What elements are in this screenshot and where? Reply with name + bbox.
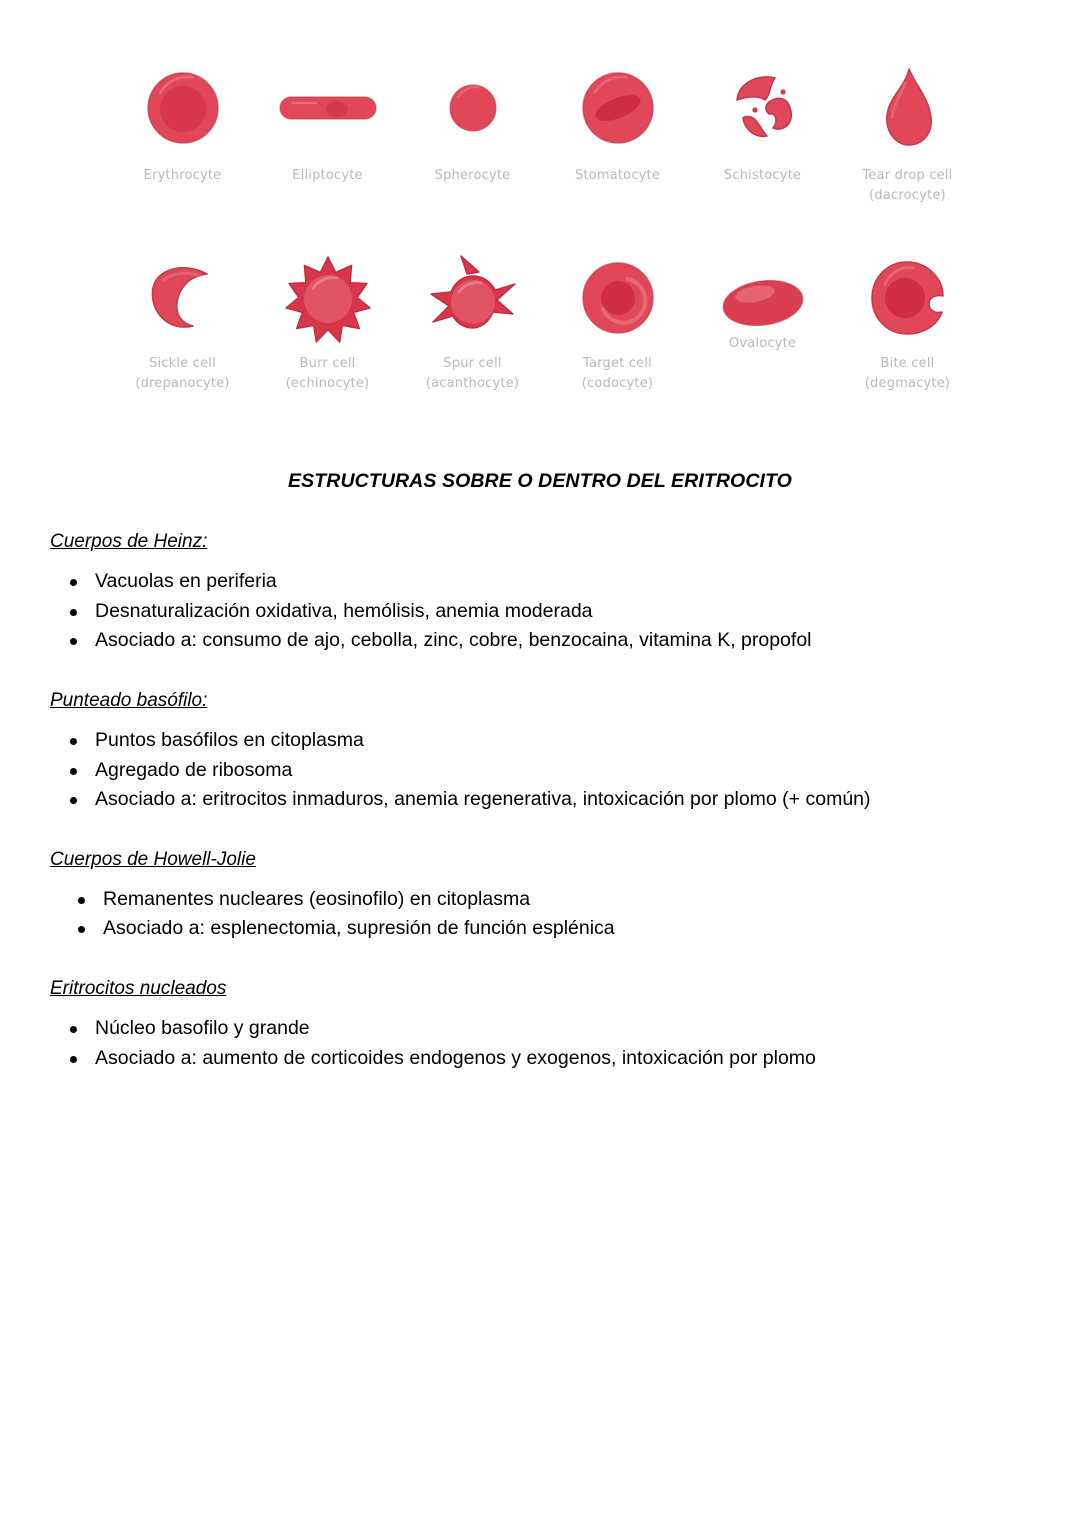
cell-label-main: Bite cell [880,356,935,372]
spherocyte-icon [408,55,538,160]
cell-label-main: Erythrocyte [143,168,222,183]
cell-label-sub: (acanthocyte) [425,376,520,392]
cell-label [426,354,519,394]
schistocyte-icon [698,55,828,160]
section-heading: Punteado basófilo: [50,689,208,711]
cell-label-sub: (dacrocyte) [869,188,946,204]
cell-label-main: Schistocyte [723,168,802,183]
bullet-list [0,1014,1080,1073]
cell-label [724,166,801,186]
stomatocyte-icon [553,55,683,160]
cell-label [144,166,222,186]
bullet-list [0,885,1080,944]
section-cuerpos-de-howell-jolie [0,849,1080,944]
elliptocyte-icon [263,55,393,160]
cell-label-main: Target cell [583,356,652,372]
cell-label [435,166,511,186]
cell-item-target-cell [545,248,690,394]
sickle-cell-icon [118,248,248,348]
section-heading: Cuerpos de Heinz: [50,531,208,552]
cell-label [135,354,229,394]
bite-cell-icon [843,248,973,348]
cell-item-elliptocyte [255,55,400,186]
cell-item-schistocyte [690,55,835,186]
cell-label-sub: (drepanocyte) [135,376,230,392]
cell-item-bite-cell [835,248,980,394]
tear-drop-cell-icon [843,55,973,160]
cell-item-spherocyte [400,55,545,186]
burr-cell-icon [263,248,393,348]
list-item: Puntos basófilos en citoplasma [0,726,1080,756]
list-item: Remanentes nucleares (eosinofilo) en citoplasma [0,885,1080,915]
erythrocyte-icon [118,55,248,160]
list-item: Asociado a: consumo de ajo, cebolla, zinc, cobre, benzocaina, vitamina K, propofol [0,626,1080,656]
cell-row-2 [110,248,980,394]
cell-label-main: Stomatocyte [574,168,661,183]
cell-label [863,166,953,206]
cell-label-sub: (codocyte) [581,376,654,392]
cell-item-sickle-cell [110,248,255,394]
cell-label-main: Tear drop cell [862,168,953,183]
list-item: Asociado a: eritrocitos inmaduros, anemia regenerativa, intoxicación por plomo (+ común) [0,785,1080,815]
red-blood-cell-morphology-figure [110,55,980,395]
cell-row-1 [110,55,980,206]
cell-label-sub: (echinocyte) [285,376,370,392]
cell-item-ovalocyte [690,248,835,354]
list-item: Agregado de ribosoma [0,756,1080,786]
cell-label-main: Ovalocyte [728,336,797,352]
cell-item-spur-cell [400,248,545,394]
cell-label-main: Elliptocyte [292,168,363,183]
page-title: ESTRUCTURAS SOBRE O DENTRO DEL ERITROCITO [288,470,792,492]
cell-label [729,334,796,354]
list-item: Núcleo basofilo y grande [0,1014,1080,1044]
section-heading: Cuerpos de Howell-Jolie [50,848,256,870]
list-item: Asociado a: esplenectomia, supresión de función esplénica [0,914,1080,944]
cell-item-tear-drop-cell [835,55,980,206]
cell-label-sub: (degmacyte) [864,376,951,392]
cell-label-main: Spherocyte [434,168,511,183]
section-eritrocitos-nucleados [0,978,1080,1073]
list-item: Asociado a: aumento de corticoides endogenos y exogenos, intoxicación por plomo [0,1044,1080,1074]
section-punteado-basofilo [0,690,1080,815]
cell-label [286,354,370,394]
bullet-list [0,567,1080,656]
cell-label [292,166,363,186]
cell-label [865,354,950,394]
cell-label [575,166,660,186]
cell-label [582,354,653,394]
cell-item-erythrocyte [110,55,255,186]
cell-item-burr-cell [255,248,400,394]
list-item: Desnaturalización oxidativa, hemólisis, anemia moderada [0,597,1080,627]
spur-cell-icon [408,248,538,348]
cell-label-main: Burr cell [299,356,356,372]
ovalocyte-icon [698,248,828,328]
bullet-list [0,726,1080,815]
section-cuerpos-de-heinz [0,531,1080,656]
section-heading: Eritrocitos nucleados [50,978,227,999]
target-cell-icon [553,248,683,348]
cell-label-main: Sickle cell [149,356,216,372]
list-item: Vacuolas en periferia [0,567,1080,597]
cell-label-main: Spur cell [443,356,502,372]
cell-item-stomatocyte [545,55,690,186]
document-body [0,470,1080,1107]
